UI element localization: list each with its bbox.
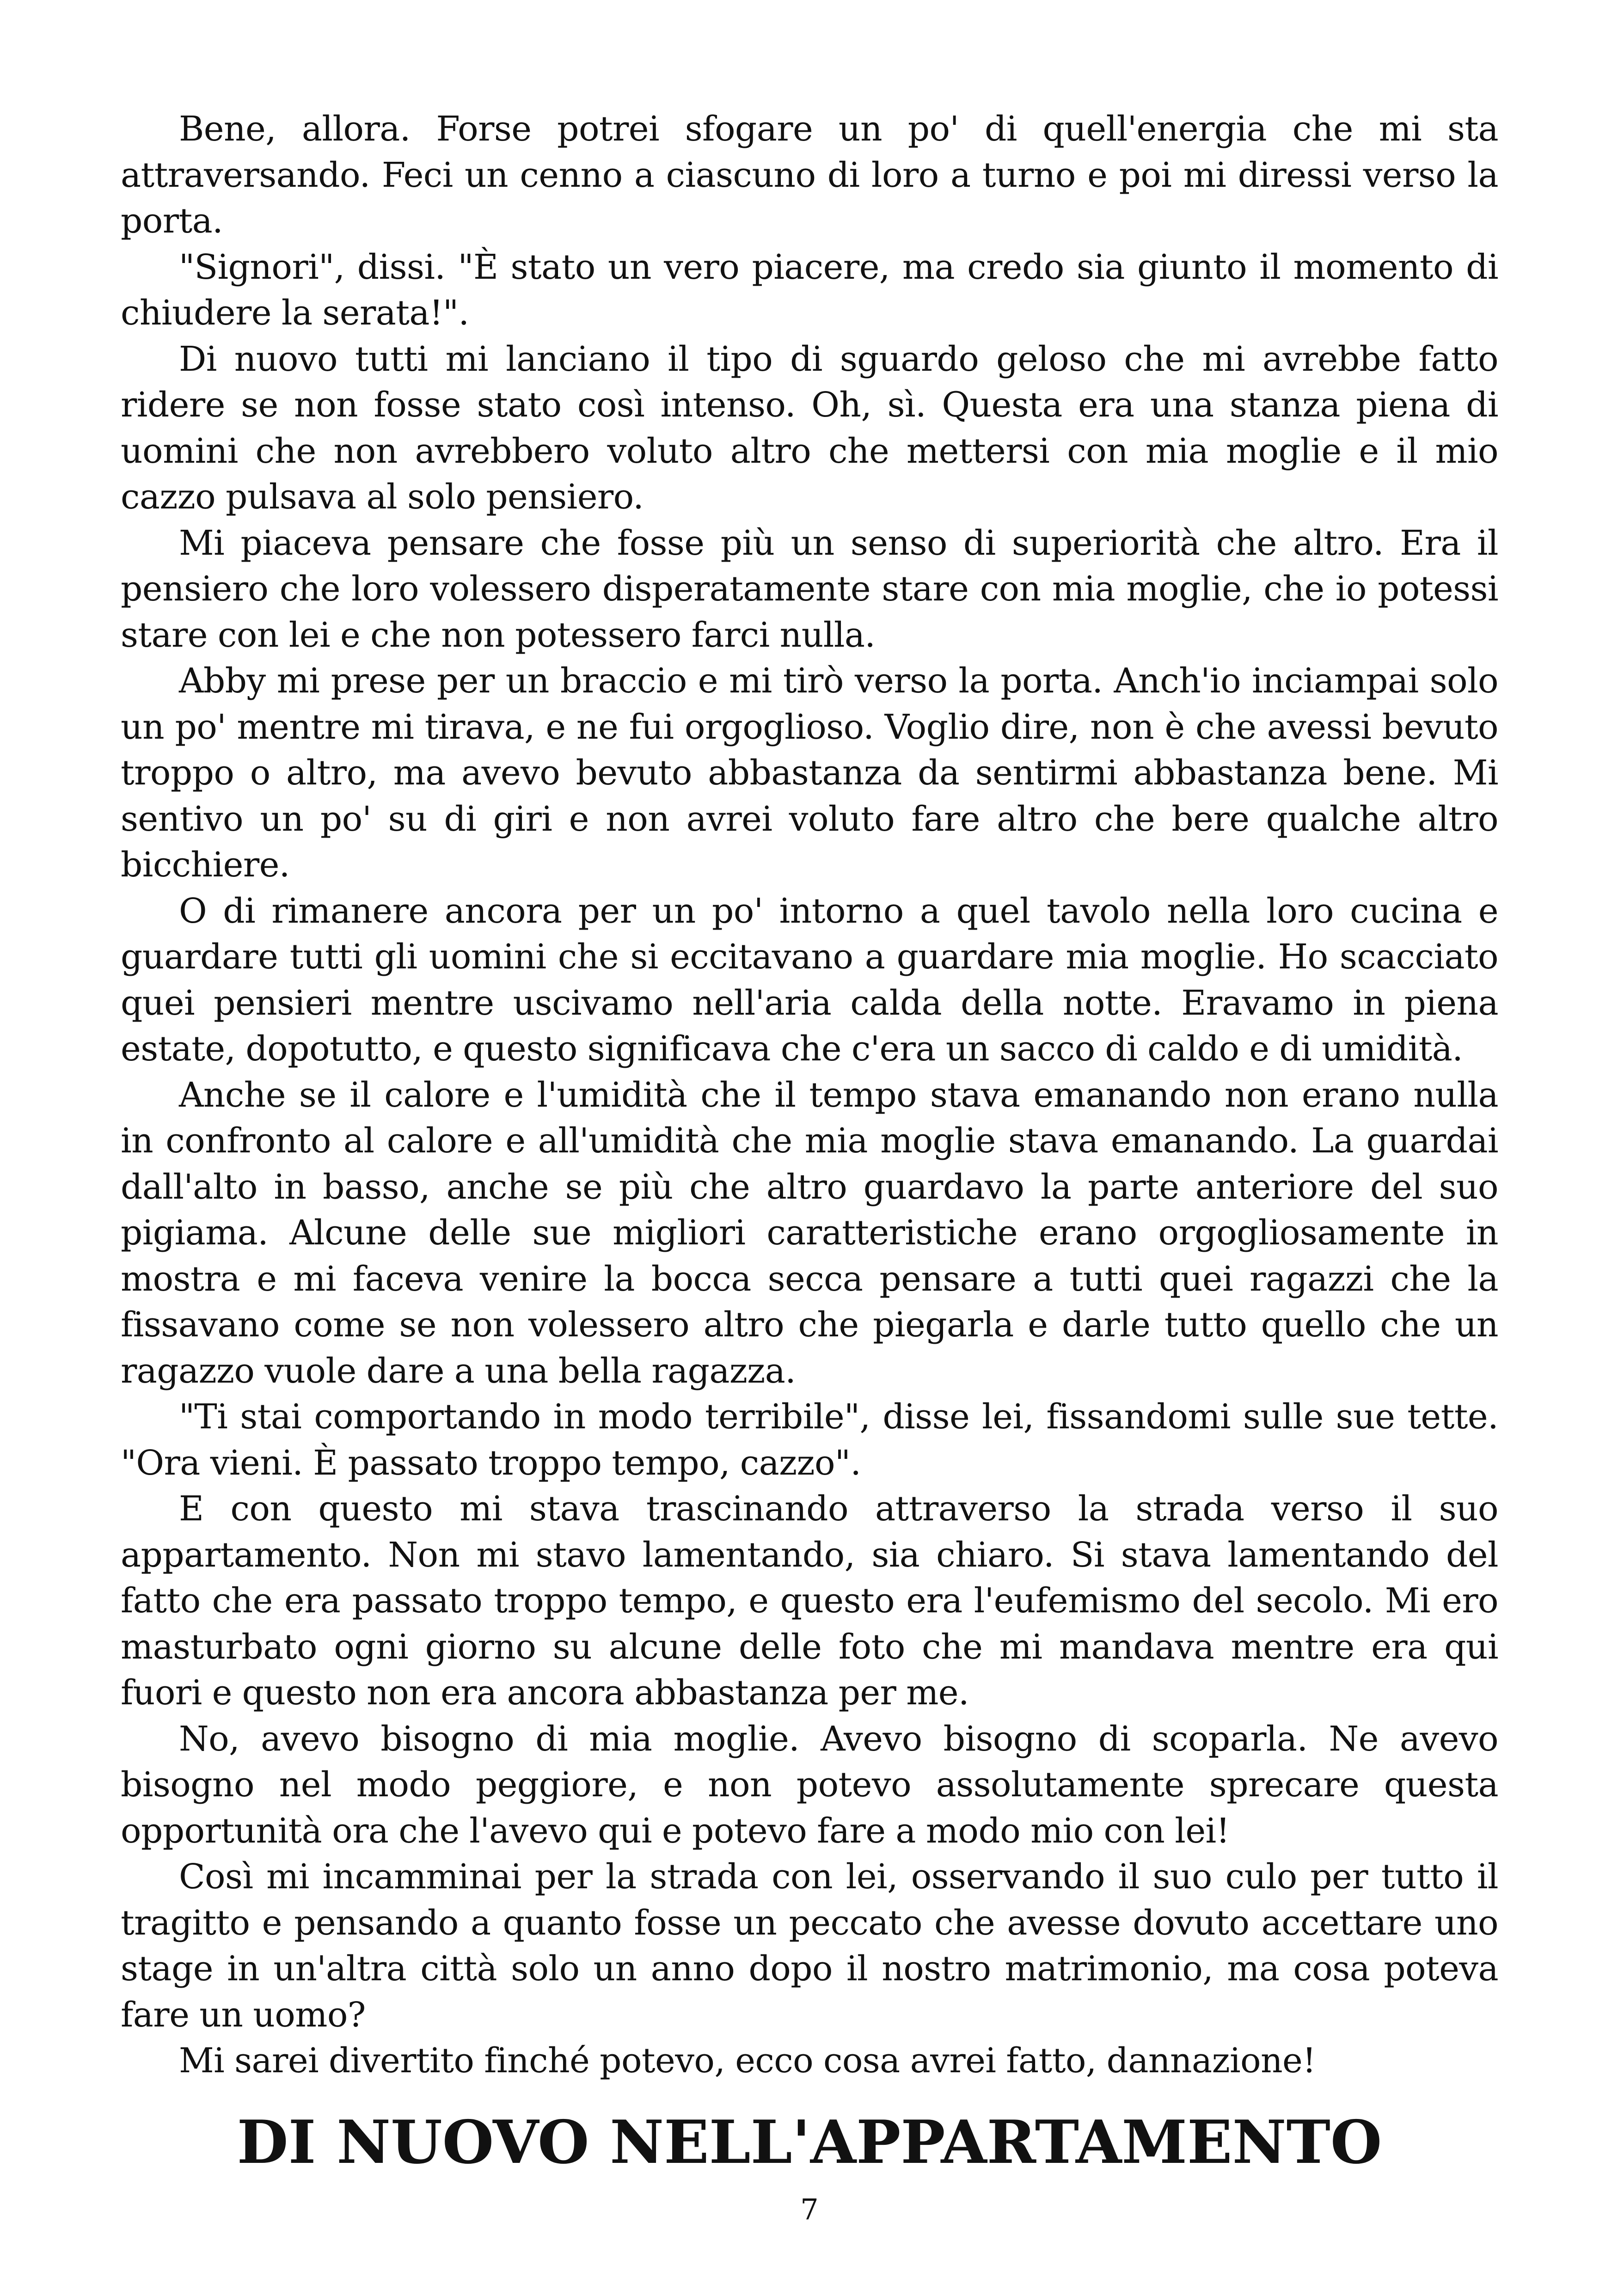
paragraph: Di nuovo tutti mi lanciano il tipo di sguardo geloso che mi avrebbe fatto ridere se non fosse stato così intenso. Oh, sì. Questa era una stanza piena di uomini che non avrebbero voluto altro che mettersi con mia moglie e il mio cazzo pulsava al solo pensiero. [121, 339, 1498, 517]
paragraph: O di rimanere ancora per un po' intorno a quel tavolo nella loro cucina e guardare tutti gli uomini che si eccitavano a guardare mia moglie. Ho scacciato quei pensieri mentre uscivamo nell'aria calda della notte. Eravamo in piena estate, dopotutto, e questo significava che c'era un sacco di caldo e di umidità. [121, 891, 1498, 1069]
paragraph: Anche se il calore e l'umidità che il tempo stava emanando non erano nulla in confronto al calore e all'umidità che mia moglie stava emanando. La guardai dall'alto in basso, anche se più che altro guardavo la parte anteriore del suo pigiama. Alcune delle sue migliori caratteristiche erano orgogliosamente in mostra e mi faceva venire la bocca secca pensare a tutti quei ragazzi che la fissavano come se non volessero altro che piegarla e darle tutto quello che un ragazzo vuole dare a una bella ragazza. [121, 1075, 1498, 1391]
paragraph: Mi piaceva pensare che fosse più un senso di superiorità che altro. Era il pensiero che loro volessero disperatamente stare con mia moglie, che io potessi stare con lei e che non potessero farci nulla. [121, 523, 1498, 655]
page-number: 7 [800, 2192, 819, 2226]
body-text [121, 106, 1498, 2084]
paragraph: "Ti stai comportando in modo terribile", disse lei, fissandomi sulle sue tette. "Ora vieni. È passato troppo tempo, cazzo". [121, 1397, 1498, 1483]
paragraph: Mi sarei divertito finché potevo, ecco cosa avrei fatto, dannazione! [179, 2041, 1316, 2081]
paragraph: Così mi incamminai per la strada con lei, osservando il suo culo per tutto il tragitto e pensando a quanto fosse un peccato che avesse dovuto accettare uno stage in un'altra città solo un anno dopo il nostro matrimonio, ma cosa poteva fare un uomo? [121, 1857, 1498, 2035]
paragraph: E con questo mi stava trascinando attraverso la strada verso il suo appartamento. Non mi stavo lamentando, sia chiaro. Si stava lamentando del fatto che era passato troppo tempo, e questo era l'eufemismo del secolo. Mi ero masturbato ogni giorno su alcune delle foto che mi mandava mentre era qui fuori e questo non era ancora abbastanza per me. [121, 1489, 1498, 1713]
paragraph: Bene, allora. Forse potrei sfogare un po' di quell'energia che mi sta attraversando. Feci un cenno a ciascuno di loro a turno e poi mi diressi verso la porta. [121, 109, 1498, 241]
paragraph: "Signori", dissi. "È stato un vero piacere, ma credo sia giunto il momento di chiudere la serata!". [121, 247, 1498, 333]
paragraph: Abby mi prese per un braccio e mi tirò verso la porta. Anch'io inciampai solo un po' mentre mi tirava, e ne fui orgoglioso. Voglio dire, non è che avessi bevuto troppo o altro, ma avevo bevuto abbastanza da sentirmi abbastanza bene. Mi sentivo un po' su di giri e non avrei voluto fare altro che bere qualche altro bicchiere. [121, 661, 1498, 885]
chapter-title: DI NUOVO NELL'APPARTAMENTO [237, 2108, 1382, 2177]
paragraph: No, avevo bisogno di mia moglie. Avevo bisogno di scoparla. Ne avevo bisogno nel modo peggiore, e non potevo assolutamente sprecare questa opportunità ora che l'avevo qui e potevo fare a modo mio con lei! [121, 1719, 1498, 1851]
